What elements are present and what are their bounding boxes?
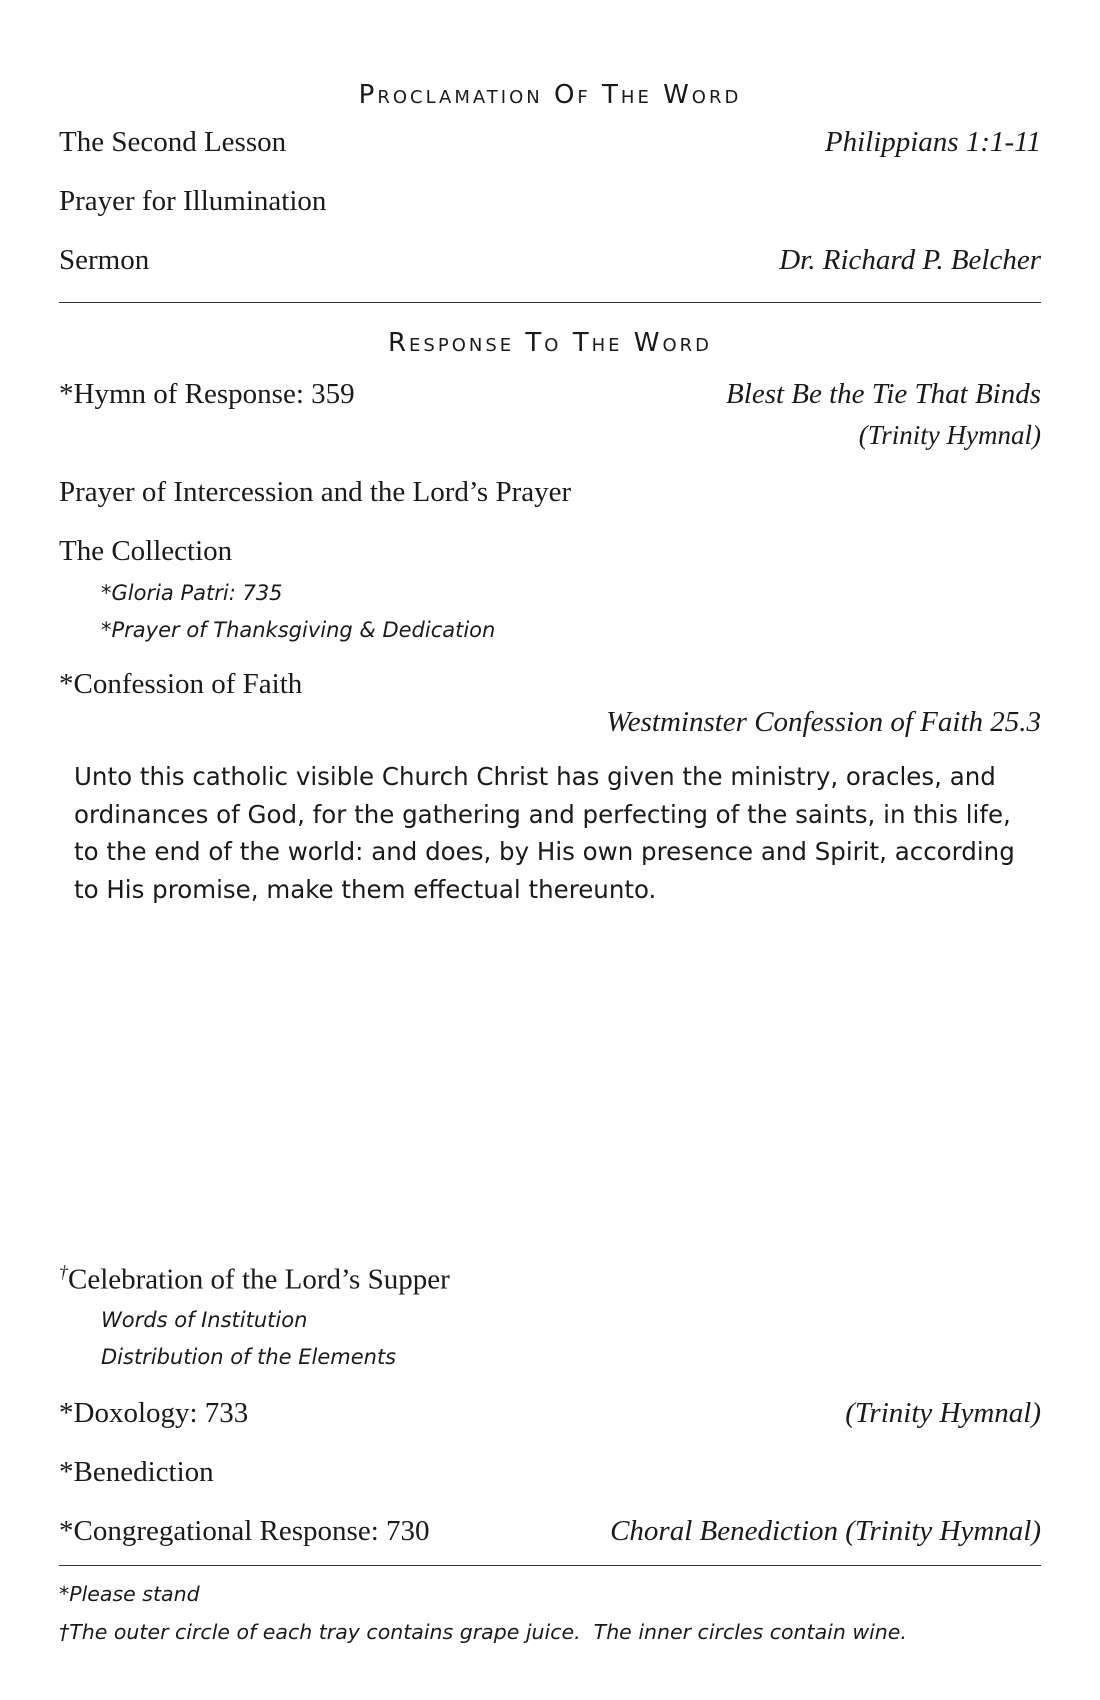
response-heading: Response To The Word [387,328,713,358]
collection-row [59,535,1041,568]
supper-sub-item: Distribution of the Elements [101,1345,397,1369]
footnote-elements: †The outer circle of each tray contains grape juice. The inner circles contain wine. [59,1620,907,1644]
doxology-label: *Doxology: 733 [59,1397,249,1429]
intercession-row [59,476,1041,509]
sermon-label: Sermon [59,244,150,276]
prayer-illumination-label: Prayer for Illumination [59,185,327,217]
confession-source: Westminster Confession of Faith 25.3 [606,706,1041,738]
proclamation-heading: Proclamation Of The Word [358,80,742,110]
doxology-source: (Trinity Hymnal) [845,1397,1041,1429]
congregational-label: *Congregational Response: 730 [59,1515,430,1547]
footer-divider [59,1565,1041,1566]
intercession-label: Prayer of Intercession and the Lord’s Prayer [59,476,572,508]
second-lesson-row [59,126,1041,159]
sermon-preacher: Dr. Richard P. Belcher [779,244,1041,276]
collection-sub-item: *Gloria Patri: 735 [101,581,283,605]
hymn-label: *Hymn of Response: 359 [59,378,355,410]
dagger-mark: † [59,1262,68,1282]
benediction-row [59,1456,1041,1489]
hymn-source: (Trinity Hymnal) [858,420,1041,450]
sermon-row [59,244,1041,277]
second-lesson-reference: Philippians 1:1-11 [824,126,1041,158]
second-lesson-label: The Second Lesson [59,126,287,158]
footnote-stand: *Please stand [59,1582,200,1606]
supper-sub-item: Words of Institution [101,1308,308,1332]
supper-heading [59,1262,450,1297]
prayer-illumination-row [59,185,1041,218]
benediction-label: *Benediction [59,1456,214,1488]
hymn-title: Blest Be the Tie That Binds [726,378,1041,410]
collection-sub-item: *Prayer of Thanksgiving & Dedication [101,618,496,642]
confession-label: *Confession of Faith [59,668,303,700]
collection-label: The Collection [59,535,233,567]
hymn-row [59,378,1041,411]
confession-row [59,668,1041,701]
congregational-source: Choral Benediction (Trinity Hymnal) [610,1515,1041,1547]
confession-text: Unto this catholic visible Church Christ has given the ministry, oracles, and ordinances of God, for the gathering and perfecting of the saints, in this life, to the end of the world: and does, by His own presence and Spirit, according to His promise, make them effectual thereunto. [74,762,1015,904]
congregational-row [59,1515,1041,1548]
supper-row [59,1262,1041,1297]
section-divider [59,302,1041,303]
doxology-row [59,1397,1041,1430]
supper-label: Celebration of the Lord’s Supper [68,1263,450,1296]
